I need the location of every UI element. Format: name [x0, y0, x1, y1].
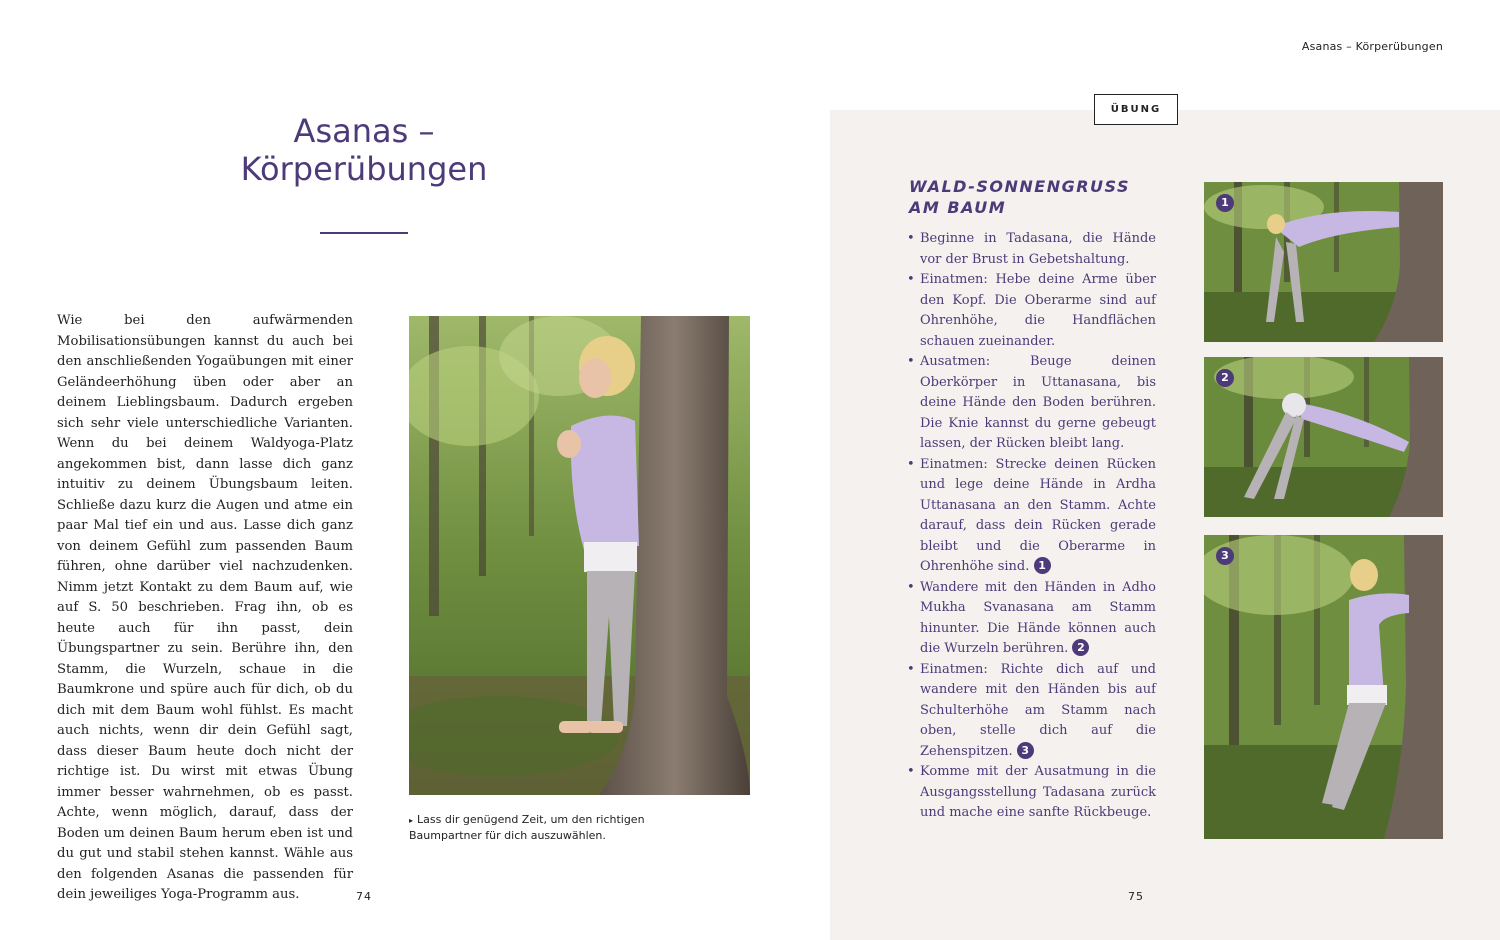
step-item: [907, 455, 1156, 578]
photo-woman-at-tree: [409, 316, 750, 795]
exercise-steps: [907, 229, 1156, 824]
page-title: Asanas – Körperübungen: [240, 112, 488, 188]
photo-label-3: 3: [1221, 549, 1229, 562]
step-text: Beginne in Tadasana, die Hände vor der Brust in Gebetshaltung.: [920, 231, 1156, 267]
caption-text: Lass dir genügend Zeit, um den richtigen Baumpartner für dich auszuwählen.: [409, 813, 645, 842]
step-2-photo-illustration: [1204, 357, 1443, 517]
step-item: [907, 578, 1156, 660]
photo-step-1: [1204, 182, 1443, 342]
page-number-right: 75: [1128, 890, 1144, 903]
step-1-photo-illustration: [1204, 182, 1443, 342]
step-item: [907, 762, 1156, 824]
step-text: Ausatmen: Beuge deinen Oberkörper in Uttanasana, bis deine Hände den Boden berühren. Die Knie kannst du gerne gebeugt lassen, der Rücken bleibt lang.: [920, 354, 1156, 451]
step-item: [907, 352, 1156, 455]
step-text: Komme mit der Ausatmung in die Ausgangsstellung Tadasana zurück und mache eine sanfte Rückbeuge.: [920, 764, 1156, 820]
exercise-badge: ÜBUNG: [1094, 94, 1178, 125]
step-3-photo-illustration: [1204, 535, 1443, 839]
photo-step-3: [1204, 535, 1443, 839]
photo-step-2: [1204, 357, 1443, 517]
title-divider: [320, 232, 408, 234]
step-item: [907, 229, 1156, 270]
forest-photo-illustration: [409, 316, 750, 795]
photo-label-1: 1: [1221, 196, 1229, 209]
running-head: Asanas – Körperübungen: [1301, 40, 1443, 53]
intro-body-text: Wie bei den aufwärmenden Mobilisationsübungen kannst du auch bei den anschließenden Yogaübungen mit einer Geländeerhöhung üben oder aber an deinem Lieblingsbaum. Dadurch ergeben sich sehr viele unterschiedliche Varianten. Wenn du bei deinem Waldyoga-Platz angekommen bist, dann lasse dich ganz intuitiv zu deinem Übungsbaum leiten. Schließe dazu kurz die Augen und atme ein paar Mal tief ein und aus. Lasse dich ganz von deinem Gefühl zum passenden Baum führen, ohne darüber viel nachzudenken. Nimm jetzt Kontakt zu dem Baum auf, wie auf S. 50 beschrieben. Frag ihn, ob es heute auch für ihn passt, dein Übungspartner zu sein. Berühre ihn, den Stamm, die Wurzeln, schaue in die Baumkrone und spüre auch für dich, ob du dich mit dem Baum wohl fühlst. Es macht auch nichts, wenn dir dein Gefühl sagt, dass dieser Baum heute doch nicht der richtige ist. Du wirst mit etwas Übung immer besser wahrnehmen, ob es passt. Achte, wenn möglich, darauf, dass der Boden um deinen Baum herum eben ist und du gut und stabil stehen kannst. Wähle aus den folgenden Asanas die passenden für dein jeweiliges Yoga-Programm aus.: [57, 313, 353, 902]
caption-triangle-icon: ▸: [409, 816, 414, 825]
photo-label-2: 2: [1221, 371, 1229, 384]
step-ref-badge: 1: [1034, 557, 1051, 574]
step-ref-badge: 2: [1072, 639, 1089, 656]
step-text: Einatmen: Hebe deine Arme über den Kopf. Die Oberarme sind auf Ohrenhöhe, die Handflächen schauen zueinander.: [920, 272, 1156, 349]
step-text: Einatmen: Strecke deinen Rücken und lege deine Hände in Ardha Uttanasana an den Stamm. Achte darauf, dass dein Rücken gerade bleibt und die Oberarme in Ohrenhöhe sind.: [920, 456, 1156, 574]
exercise-title: WALD-SONNENGRUSS AM BAUM: [909, 177, 1131, 217]
step-ref-badge: 3: [1017, 742, 1034, 759]
step-text: Wandere mit den Händen in Adho Mukha Svanasana am Stamm hinunter. Die Hände können auch die Wurzeln berühren.: [920, 579, 1156, 656]
photo-caption: [409, 812, 709, 843]
page-number-left: 74: [356, 890, 372, 903]
step-item: [907, 660, 1156, 763]
step-text: Einatmen: Richte dich auf und wandere mit den Händen bis auf Schulterhöhe am Stamm nach oben, stelle dich auf die Zehenspitzen.: [920, 661, 1156, 759]
step-item: [907, 270, 1156, 352]
